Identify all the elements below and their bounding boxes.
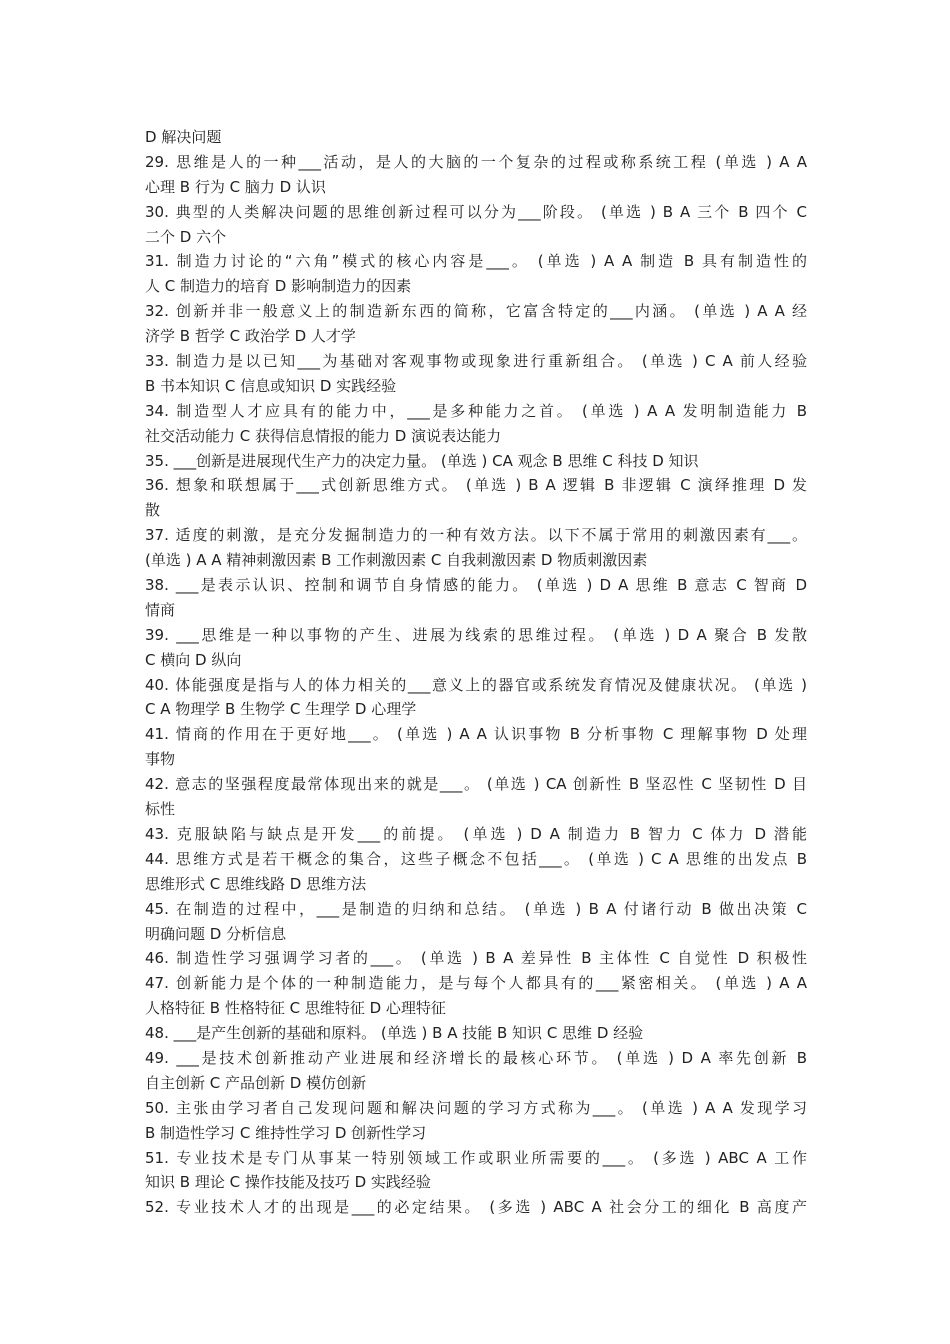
text-line: B 制造性学习 C 维持性学习 D 创新性学习 — [145, 1123, 427, 1142]
text-line: 思维形式 C 思维线路 D 思维方法 — [145, 874, 367, 893]
text-line: 34. 制造型人才应具有的能力中，___是多种能力之首。 (单选 ) A A 发明制造能力 B — [145, 401, 807, 420]
text-line: 42. 意志的坚强程度最常体现出来的就是___。 (单选 ) CA 创新性 B 坚忍性 C 坚韧性 D 目 — [145, 775, 807, 794]
text-line: 41. 情商的作用在于更好地___。 (单选 ) A A 认识事物 B 分析事物 C 理解事物 D 处理 — [145, 725, 807, 744]
text-line: 52. 专业技术人才的出现是___的必定结果。 (多选 ) ABC A 社会分工的细化 B 高度产 — [145, 1198, 807, 1217]
text-line: 明确问题 D 分析信息 — [145, 924, 287, 943]
text-line: 46. 制造性学习强调学习者的___。 (单选 ) B A 差异性 B 主体性 C 自觉性 D 积极性 — [145, 949, 807, 968]
text-line: 人格特征 B 性格特征 C 思维特征 D 心理特征 — [145, 999, 446, 1018]
text-line: 51. 专业技术是专门从事某一特别领域工作或职业所需要的___。 (多选 ) ABC A 工作 — [145, 1148, 807, 1167]
text-line: 40. 体能强度是指与人的体力相关的___意义上的器官或系统发育情况及健康状况。 (单选 ) — [145, 675, 807, 694]
text-line: 社交活动能力 C 获得信息情报的能力 D 演说表达能力 — [145, 426, 502, 445]
text-line: 二个 D 六个 — [145, 227, 227, 246]
text-line: D 解决问题 — [145, 128, 222, 146]
text-line: 36. 想象和联想属于___式创新思维方式。 (单选 ) B A 逻辑 B 非逻辑 C 演绎推理 D 发 — [145, 476, 807, 495]
text-line: 48. ___是产生创新的基础和原料。 (单选 ) B A 技能 B 知识 C 思维 D 经验 — [145, 1024, 644, 1043]
text-line: 32. 创新并非一般意义上的制造新东西的简称，它富含特定的___内涵。 (单选 ) A A 经 — [145, 302, 807, 321]
text-line: 散 — [145, 501, 161, 520]
text-line: 43. 克服缺陷与缺点是开发___的前提。 (单选 ) D A 制造力 B 智力 C 体力 D 潜能 — [145, 824, 807, 843]
text-line: 33. 制造力是以已知___为基础对客观事物或现象进行重新组合。 (单选 ) C A 前人经验 — [145, 352, 807, 371]
text-line: 45. 在制造的过程中，___是制造的归纳和总结。 (单选 ) B A 付诸行动 B 做出决策 C — [145, 899, 807, 918]
text-line: 38. ___是表示认识、控制和调节自身情感的能力。 (单选 ) D A 思维 B 意志 C 智商 D — [145, 576, 807, 595]
text-line: 30. 典型的人类解决问题的思维创新过程可以分为___阶段。 (单选 ) B A 三个 B 四个 C — [145, 202, 807, 221]
text-line: 50. 主张由学习者自己发现问题和解决问题的学习方式称为___。 (单选 ) A A 发现学习 — [145, 1098, 807, 1117]
text-line: 39. ___思维是一种以事物的产生、进展为线索的思维过程。 (单选 ) D A 聚合 B 发散 — [145, 625, 807, 644]
text-line: C A 物理学 B 生物学 C 生理学 D 心理学 — [145, 700, 417, 719]
text-line: C 横向 D 纵向 — [145, 650, 242, 669]
text-line: 35. ___创新是进展现代生产力的决定力量。 (单选 ) CA 观念 B 思维 C 科技 D 知识 — [145, 451, 699, 470]
text-line: 心理 B 行为 C 脑力 D 认识 — [145, 177, 326, 196]
text-line: 知识 B 理论 C 操作技能及技巧 D 实践经验 — [145, 1173, 431, 1192]
text-line: (单选 ) A A 精神刺激因素 B 工作刺激因素 C 自我刺激因素 D 物质刺激因素 — [145, 551, 648, 570]
text-line: 人 C 制造力的培育 D 影响制造力的因素 — [145, 277, 412, 296]
text-line: 29. 思维是人的一种___活动，是人的大脑的一个复杂的过程或称系统工程 (单选 ) A A — [145, 152, 807, 171]
question-text-block — [145, 125, 807, 1220]
text-line: 事物 — [145, 750, 176, 769]
text-line: 44. 思维方式是若干概念的集合，这些子概念不包括___。 (单选 ) C A 思维的出发点 B — [145, 849, 807, 868]
text-line: 37. 适度的刺激，是充分发掘制造力的一种有效方法。以下不属于常用的刺激因素有___。 — [145, 526, 807, 545]
text-line: 标性 — [145, 800, 176, 819]
text-line: B 书本知识 C 信息或知识 D 实践经验 — [145, 376, 397, 395]
text-line: 47. 创新能力是个体的一种制造能力，是与每个人都具有的___紧密相关。 (单选 ) A A — [145, 974, 807, 993]
text-line: 自主创新 C 产品创新 D 模仿创新 — [145, 1073, 367, 1092]
text-line: 49. ___是技术创新推动产业进展和经济增长的最核心环节。 (单选 ) D A 率先创新 B — [145, 1048, 807, 1067]
text-line: 济学 B 哲学 C 政治学 D 人才学 — [145, 327, 356, 346]
text-line: 31. 制造力讨论的“六角”模式的核心内容是___。 (单选 ) A A 制造 B 具有制造性的 — [145, 252, 807, 271]
text-line: 情商 — [145, 600, 176, 619]
